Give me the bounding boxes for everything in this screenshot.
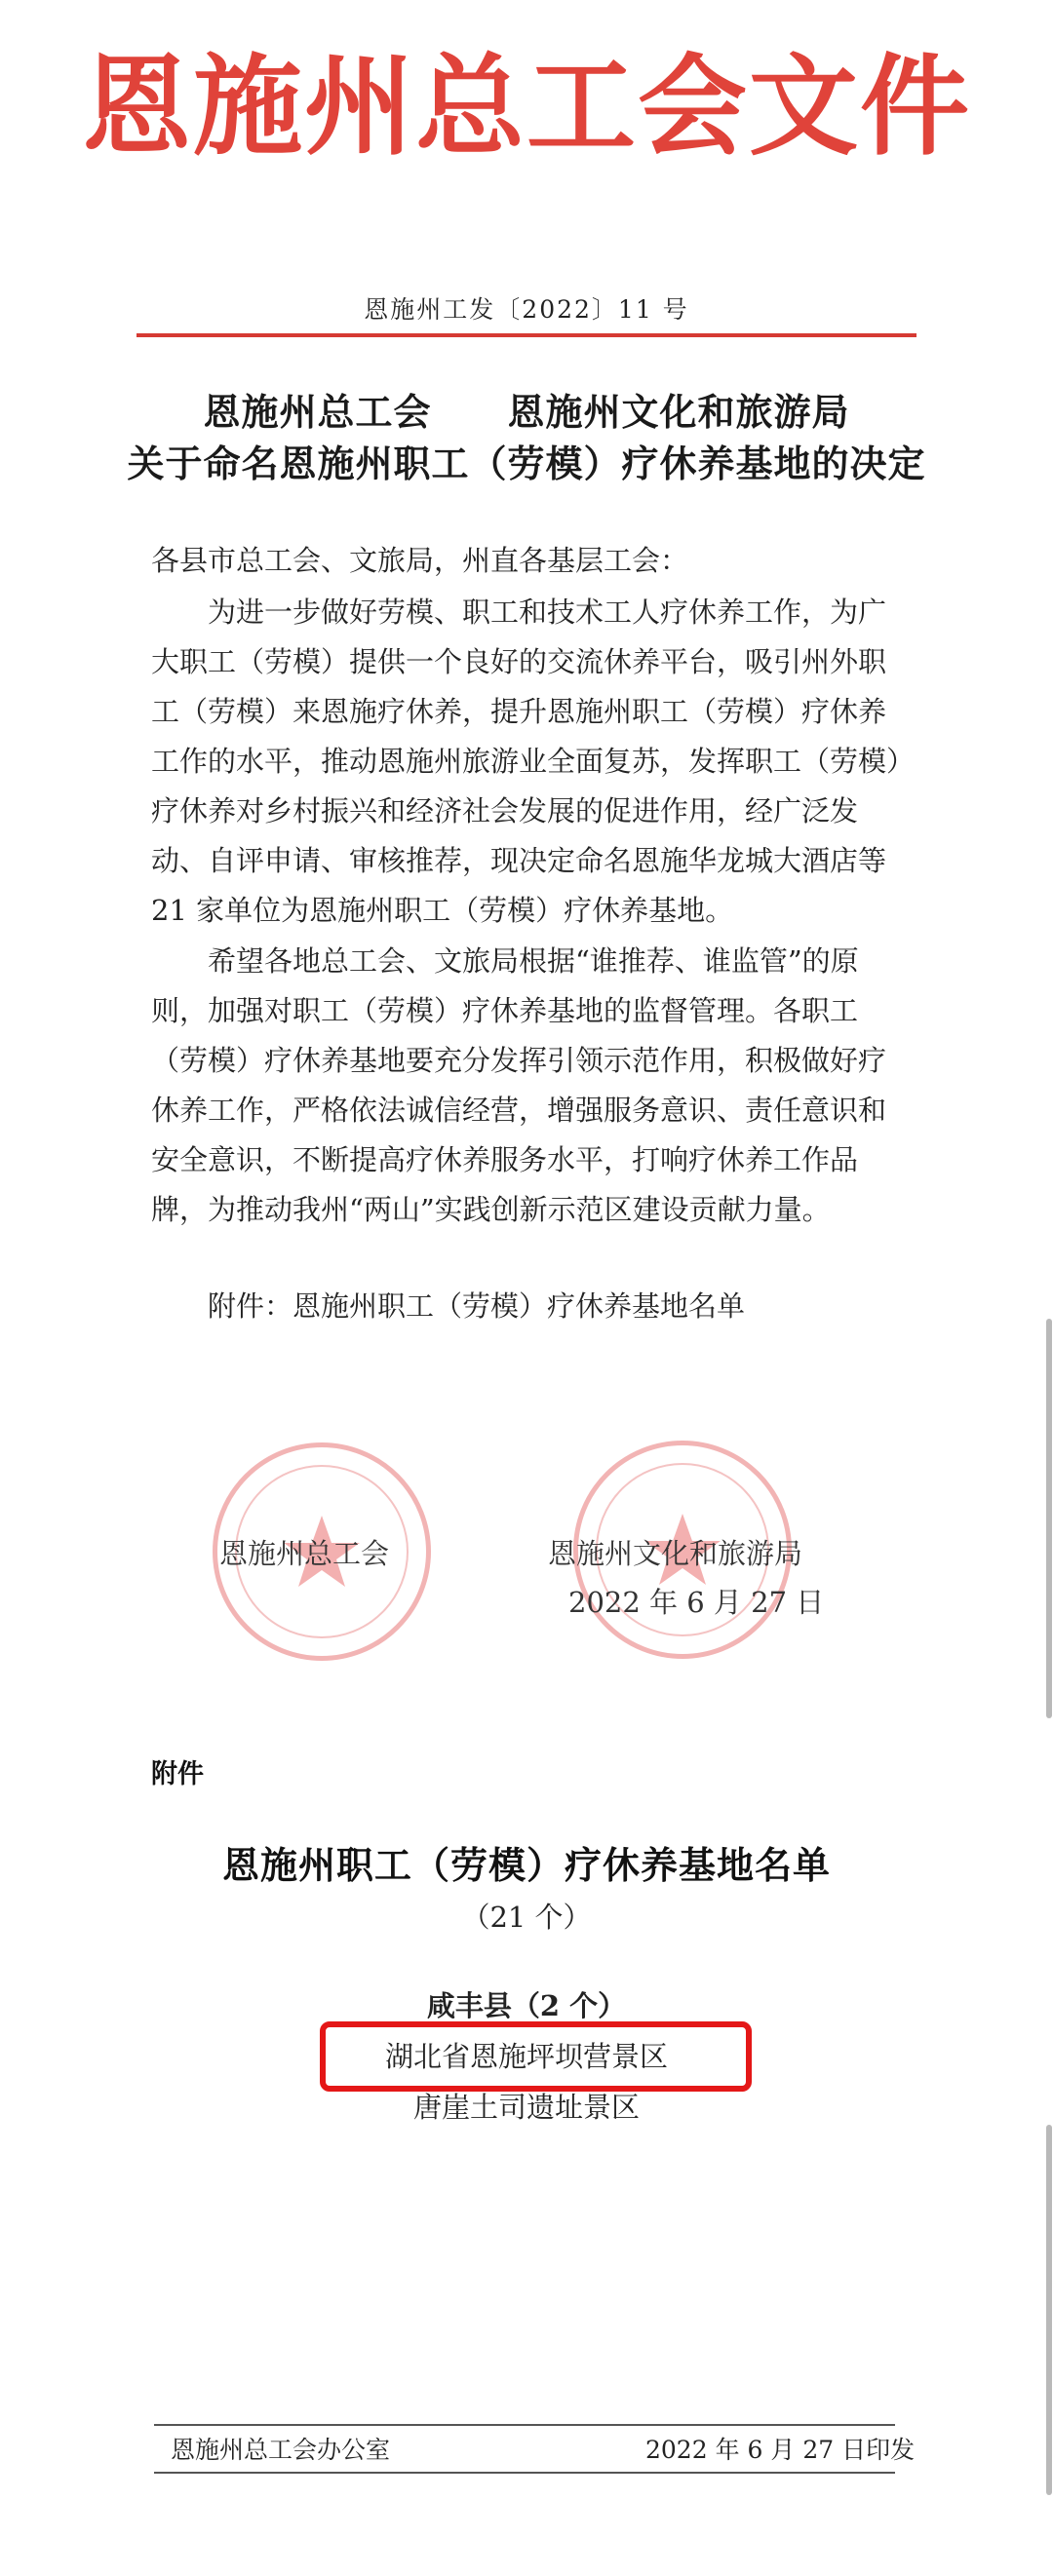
signer-union: 恩施州总工会 bbox=[219, 1537, 390, 1570]
masthead-red-rule bbox=[136, 333, 916, 337]
salutation: 各县市总工会、文旅局，州直各基层工会： bbox=[151, 544, 689, 577]
signer-culture-tourism: 恩施州文化和旅游局 bbox=[548, 1537, 803, 1570]
scrollbar-thumb[interactable] bbox=[1046, 1319, 1052, 1718]
footer-print-date: 2022 年 6 月 27 日印发 bbox=[645, 2436, 916, 2464]
title-issuers: 恩施州总工会 恩施州文化和旅游局 bbox=[203, 390, 850, 434]
paragraph-2-text: 希望各地总工会、文旅局根据“谁推荐、谁监管”的原则，加强对职工（劳模）疗休养基地的监督管理。各职工（劳模）疗休养基地要充分发挥引领示范作用，积极做好疗休养工作，严格依法诚信经营，增强服务意识、责任意识和安全意识，不断提高疗休养服务水平，打响疗休养工作品牌，为推动我州“两山”实践创新示范区建设贡献力量。 bbox=[151, 944, 887, 1226]
document-masthead: 恩施州总工会文件 bbox=[82, 43, 971, 171]
document-number: 恩施州工发〔2022〕11 号 bbox=[364, 295, 689, 324]
body-paragraph-2 bbox=[151, 937, 902, 1235]
footer-bottom-rule bbox=[154, 2472, 895, 2474]
highlight-box bbox=[320, 2021, 752, 2092]
paragraph-1-text: 为进一步做好劳模、职工和技术工人疗休养工作，为广大职工（劳模）提供一个良好的交流休养平台，吸引州外职工（劳模）来恩施疗休养，提升恩施州职工（劳模）疗休养工作的水平，推动恩施州旅游业全面复苏，发挥职工（劳模）疗休养对乡村振兴和经济社会发展的促进作用，经广泛发动、自评申请、审核推荐，现决定命名恩施华龙城大酒店等21 家单位为恩施州职工（劳模）疗休养基地。 bbox=[151, 596, 901, 927]
footer-issuer: 恩施州总工会办公室 bbox=[171, 2436, 391, 2464]
scrollbar-thumb[interactable] bbox=[1046, 2125, 1052, 2495]
attachment-label: 附件 bbox=[151, 1759, 204, 1789]
attachment-list-title: 恩施州职工（劳模）疗休养基地名单 bbox=[221, 1843, 831, 1887]
attachment-note: 附件：恩施州职工（劳模）疗休养基地名单 bbox=[208, 1289, 746, 1323]
list-item: 湖北省恩施坪坝营景区 bbox=[384, 2040, 668, 2073]
signature-date: 2022 年 6 月 27 日 bbox=[568, 1586, 825, 1619]
title-subject: 关于命名恩施州职工（劳模）疗休养基地的决定 bbox=[127, 442, 926, 485]
county-heading: 咸丰县（2 个） bbox=[426, 1989, 627, 2022]
body-paragraph-1 bbox=[151, 588, 902, 936]
list-item: 唐崖土司遗址景区 bbox=[412, 2091, 640, 2124]
footer-top-rule bbox=[154, 2424, 895, 2426]
attachment-count: （21 个） bbox=[461, 1901, 592, 1934]
